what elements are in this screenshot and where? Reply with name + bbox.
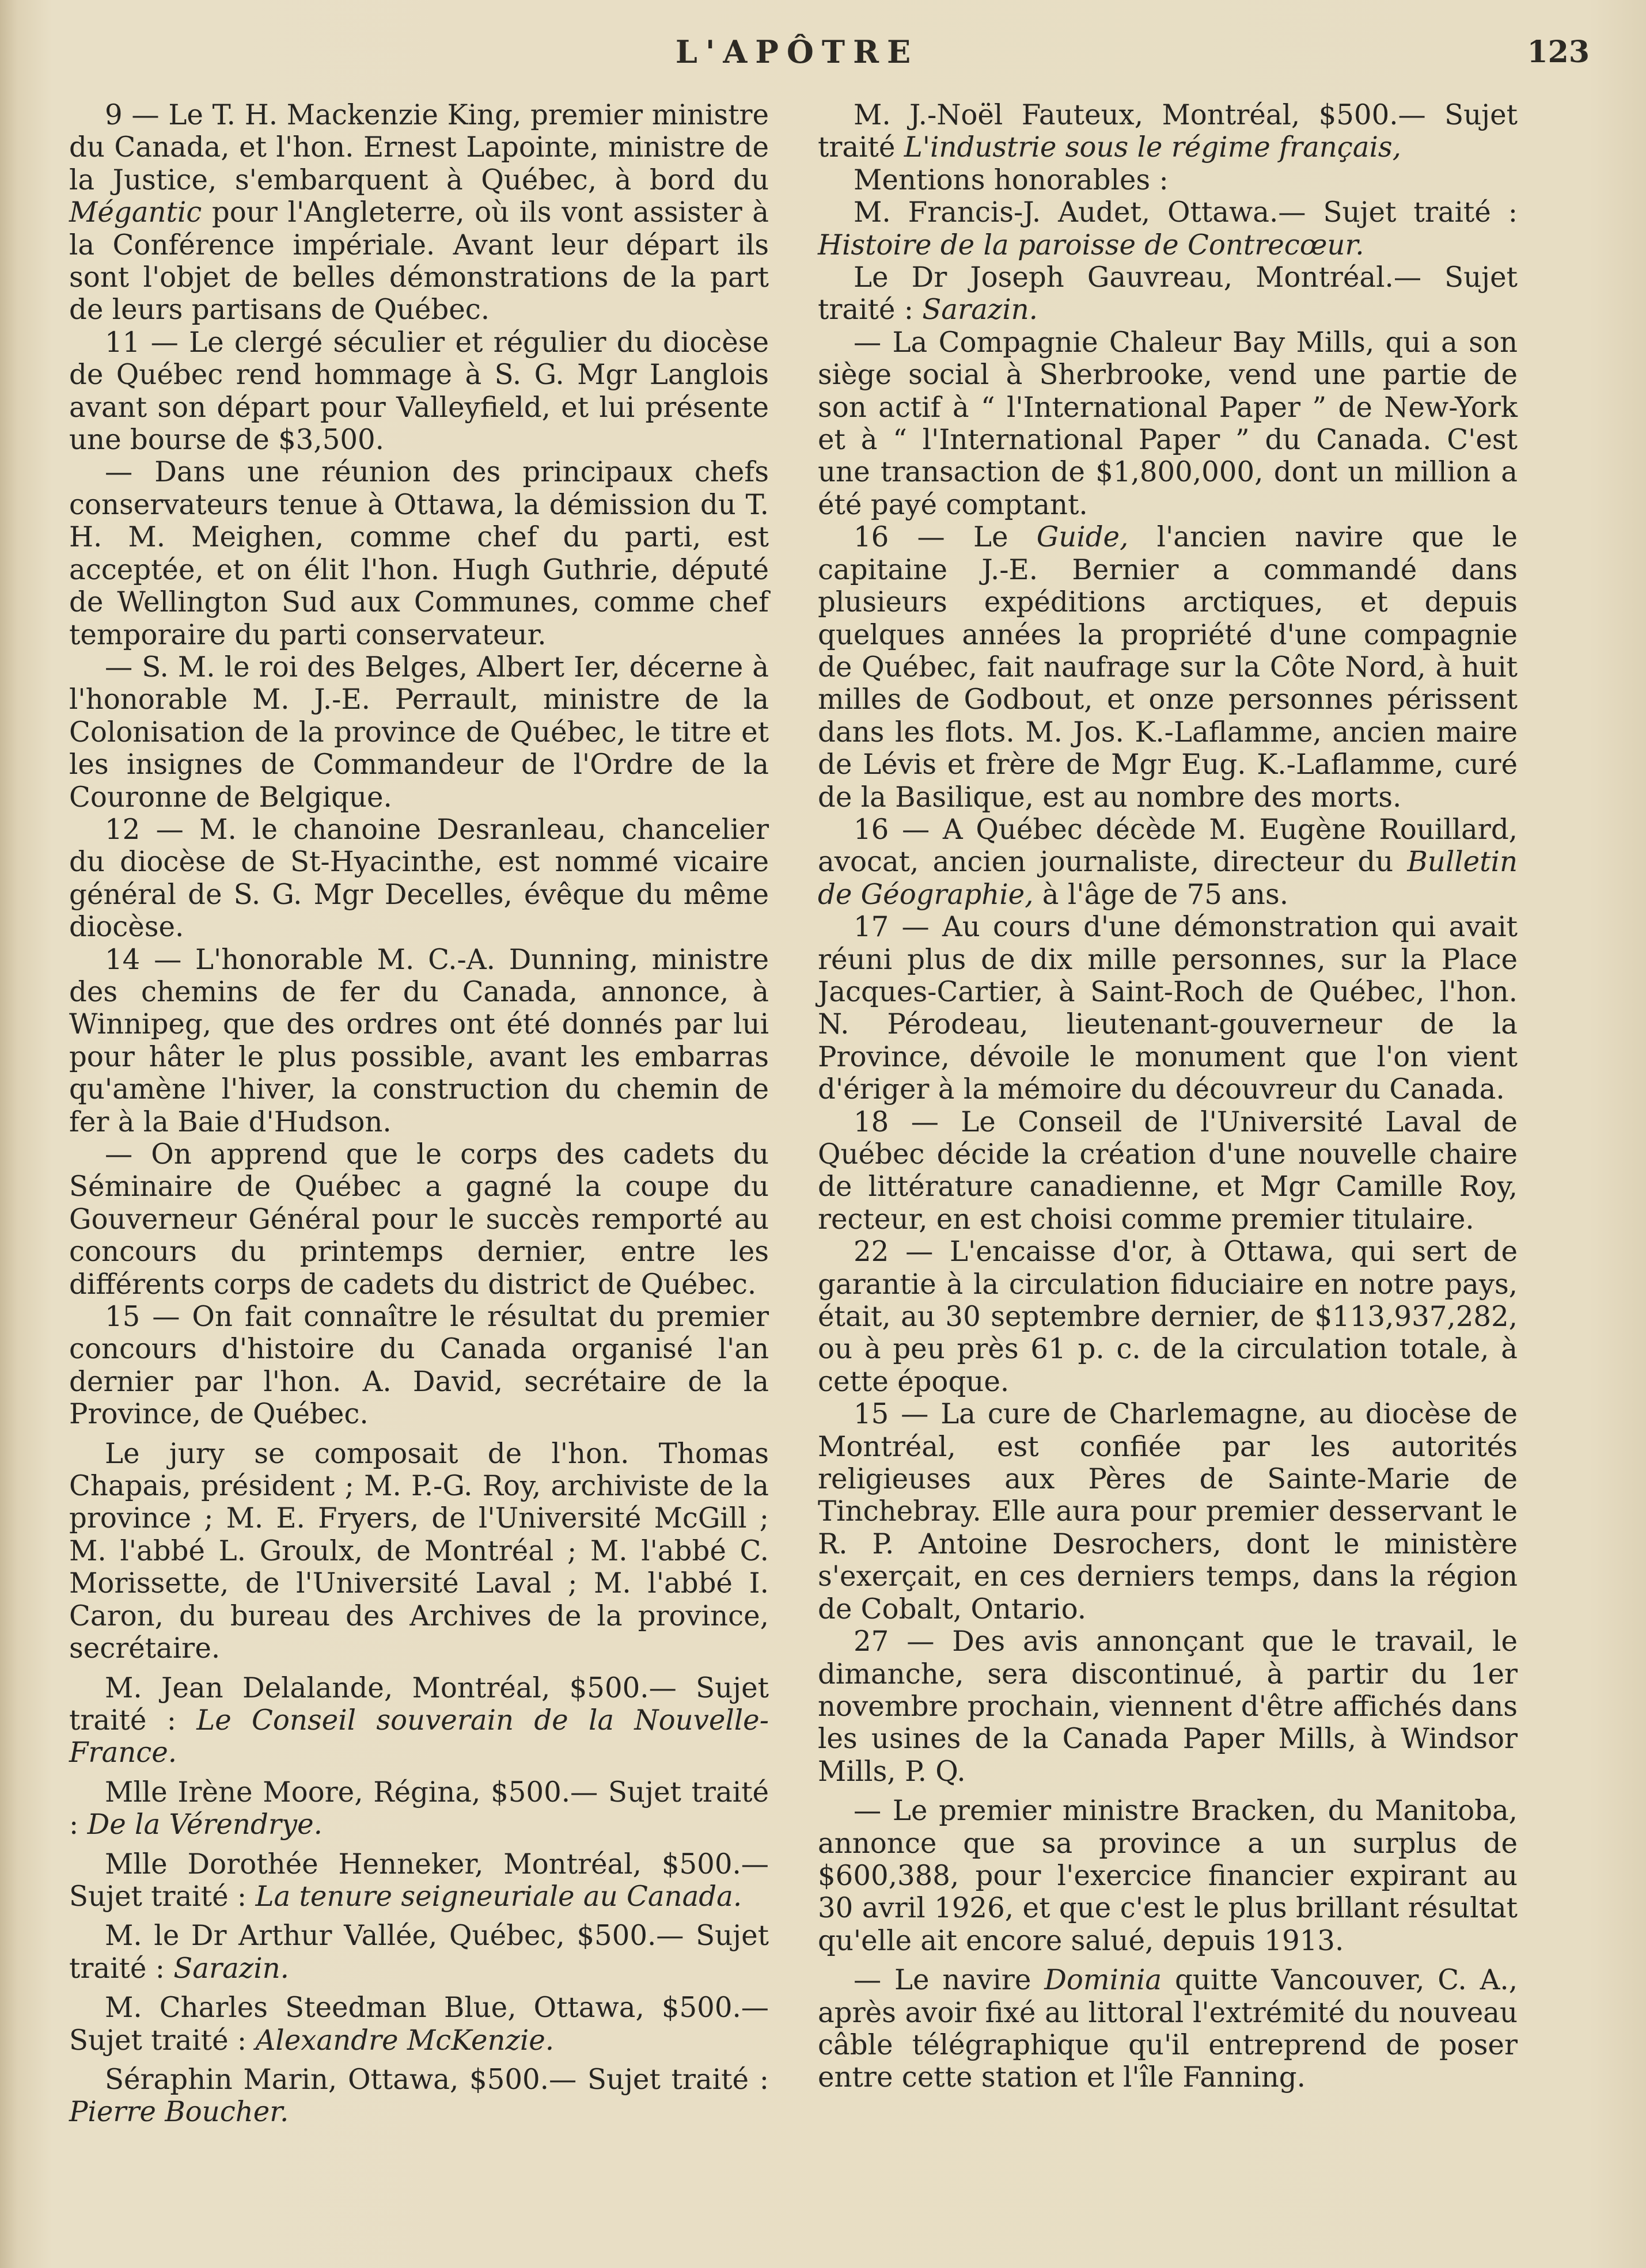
italic-title: Guide, xyxy=(1036,521,1129,554)
italic-title: Bulletin de Géographie, xyxy=(818,846,1518,911)
text-run: — Le premier ministre Bracken, du Manitoba, annonce que sa province a un surplus de $600,388, pour l'exercice financier expirant au 30 avril 1926, et que c'est le plus brillant résultat qu'elle ait encore salué, depuis 1913. xyxy=(818,1795,1518,1957)
text-run: M. Francis-J. Audet, Ottawa.— Sujet traité : xyxy=(854,196,1518,229)
text-run: — S. M. le roi des Belges, Albert Ier, décerne à l'honorable M. J.-E. Perrault, ministre de la Colonisation de la province de Québec, le titre et les insignes de Commandeur de l'Ordre de la Couronne de Belgique. xyxy=(69,651,769,814)
italic-title: La tenure seigneuriale au Canada. xyxy=(255,1880,742,1913)
paragraph xyxy=(69,1438,769,1665)
text-run: pour l'Angleterre, où ils vont assister à la Conférence impériale. Avant leur départ ils sont l'objet de belles démonstrations de la part de leurs partisans de Québec. xyxy=(69,196,769,326)
paragraph xyxy=(69,1301,769,1431)
italic-title: Mégantic xyxy=(69,196,202,229)
text-run: Mentions honorables : xyxy=(854,164,1169,196)
text-run: à l'âge de 75 ans. xyxy=(1033,878,1289,911)
paragraph xyxy=(818,1236,1518,1398)
paragraph xyxy=(818,911,1518,1105)
italic-title: Histoire de la paroisse de Contrecœur. xyxy=(818,229,1364,261)
text-run: 27 — Des avis annonçant que le travail, le dimanche, sera discontinué, à partir du 1er novembre prochain, viennent d'être affichés dans les usines de la Canada Paper Mills, à Windsor Mills, P. Q. xyxy=(818,1625,1518,1788)
text-run: M. le Dr Arthur Vallée, Québec, $500.— Sujet traité : xyxy=(69,1920,769,1985)
paragraph xyxy=(69,1672,769,1769)
page-number: 123 xyxy=(1527,35,1590,70)
italic-title: De la Vérendrye. xyxy=(87,1809,323,1841)
paragraph xyxy=(69,944,769,1138)
paragraph xyxy=(69,2064,769,2129)
text-run: 16 — Le xyxy=(854,521,1037,554)
right-column xyxy=(818,99,1518,2094)
paragraph xyxy=(818,814,1518,911)
text-run: M. Charles Steedman Blue, Ottawa, $500.— Sujet traité : xyxy=(69,1992,769,2057)
text-run: 17 — Au cours d'une démonstration qui avait réuni plus de dix mille personnes, sur la Place Jacques-Cartier, à Saint-Roch de Québec, l'hon. N. Pérodeau, lieutenant-gouverneur de la Province, dévoile le monument que l'on vient d'ériger à la mémoire du découvreur du Canada. xyxy=(818,911,1518,1106)
text-run: 22 — L'encaisse d'or, à Ottawa, qui sert de garantie à la circulation fiduciaire en notre pays, était, au 30 septembre dernier, de $113,937,282, ou à peu près 61 p. c. de la circulation totale, à cette époque. xyxy=(818,1236,1518,1398)
paragraph xyxy=(818,261,1518,326)
italic-title: Le Conseil souverain de la Nouvelle-France. xyxy=(69,1704,769,1769)
text-run: Mlle Irène Moore, Régina, $500.— Sujet traité : xyxy=(69,1776,769,1841)
text-run: 15 — La cure de Charlemagne, au diocèse de Montréal, est confiée par les autorités religieuses aux Pères de Sainte-Marie de Tinchebray. Elle aura pour premier desservant le R. P. Antoine Desrochers, dont le ministère s'exerçait, en ces derniers temps, dans la région de Cobalt, Ontario. xyxy=(818,1398,1518,1625)
text-run: 16 — A Québec décède M. Eugène Rouillard, avocat, ancien journaliste, directeur du xyxy=(818,813,1518,879)
paragraph xyxy=(818,1964,1518,2094)
paragraph xyxy=(69,814,769,944)
text-run: — Dans une réunion des principaux chefs conservateurs tenue à Ottawa, la démission du T. H. M. Meighen, comme chef du parti, est acceptée, et on élit l'hon. Hugh Guthrie, député de Wellington Sud aux Communes, comme chef temporaire du parti conservateur. xyxy=(69,456,769,651)
paragraph xyxy=(818,164,1518,196)
text-run: l'ancien navire que le capitaine J.-E. Bernier a commandé dans plusieurs expéditions arctiques, et depuis quelques années la propriété d'une compagnie de Québec, fait naufrage sur la Côte Nord, à huit milles de Godbout, et onze personnes périssent dans les flots. M. Jos. K.-Laflamme, ancien maire de Lévis et frère de Mgr Eug. K.-Laflamme, curé de la Basilique, est au nombre des morts. xyxy=(818,521,1518,814)
paragraph xyxy=(69,456,769,651)
text-run: 15 — On fait connaître le résultat du premier concours d'histoire du Canada organisé l'an dernier par l'hon. A. David, secrétaire de la Province, de Québec. xyxy=(69,1301,769,1431)
paragraph xyxy=(69,1920,769,1985)
text-run: quitte Vancouver, C. A., après avoir fixé au littoral l'extrémité du nouveau câble télégraphique qu'il entreprend de poser entre cette station et l'île Fanning. xyxy=(818,1964,1518,2094)
paragraph xyxy=(818,326,1518,521)
paragraph xyxy=(818,1106,1518,1236)
paragraph xyxy=(69,99,769,326)
paragraph xyxy=(69,651,769,814)
text-run: Le jury se composait de l'hon. Thomas Chapais, président ; M. P.-G. Roy, archiviste de la province ; M. E. Fryers, de l'Université McGill ; M. l'abbé L. Groulx, de Montréal ; M. l'abbé C. Morissette, de l'Université Laval ; M. l'abbé I. Caron, du bureau des Archives de la province, secrétaire. xyxy=(69,1437,769,1665)
text-run: M. Jean Delalande, Montréal, $500.— Sujet traité : xyxy=(69,1671,769,1737)
text-run: Mlle Dorothée Henneker, Montréal, $500.— Sujet traité : xyxy=(69,1848,769,1913)
italic-title: L'industrie sous le régime français, xyxy=(904,131,1401,164)
text-run: 9 — Le T. H. Mackenzie King, premier ministre du Canada, et l'hon. Ernest Lapointe, ministre de la Justice, s'embarquent à Québec, à bord du xyxy=(69,99,769,196)
paragraph xyxy=(69,1992,769,2057)
paragraph xyxy=(69,1848,769,1913)
paragraph xyxy=(69,1776,769,1841)
italic-title: Pierre Boucher. xyxy=(69,2096,289,2129)
text-run: M. J.-Noël Fauteux, Montréal, $500.— Sujet traité xyxy=(818,99,1518,164)
italic-title: Alexandre McKenzie. xyxy=(255,2024,555,2057)
left-column xyxy=(69,99,769,2129)
text-run: 11 — Le clergé séculier et régulier du diocèse de Québec rend hommage à S. G. Mgr Langlois avant son départ pour Valleyfield, et lui présente une bourse de $3,500. xyxy=(69,326,769,457)
italic-title: Sarazin. xyxy=(173,1952,289,1985)
text-run: — On apprend que le corps des cadets du Séminaire de Québec a gagné la coupe du Gouverneur Général pour le succès remporté au concours du printemps dernier, entre les différents corps de cadets du district de Québec. xyxy=(69,1138,769,1301)
paragraph xyxy=(818,196,1518,261)
text-run: 12 — M. le chanoine Desranleau, chancelier du diocèse de St-Hyacinthe, est nommé vicaire général de S. G. Mgr Decelles, évêque du même diocèse. xyxy=(69,813,769,944)
text-run: 14 — L'honorable M. C.-A. Dunning, ministre des chemins de fer du Canada, annonce, à Winnipeg, que des ordres ont été donnés par lui pour hâter le plus possible, avant les embarras qu'amène l'hiver, la construction du chemin de fer à la Baie d'Hudson. xyxy=(69,943,769,1138)
text-run: Séraphin Marin, Ottawa, $500.— Sujet traité : xyxy=(105,2063,769,2096)
italic-title: Sarazin. xyxy=(922,294,1038,326)
text-run: — La Compagnie Chaleur Bay Mills, qui a son siège social à Sherbrooke, vend une partie de son actif à “ l'International Paper ” de New-York et à “ l'International Paper ” du Canada. C'est une transaction de $1,800,000, dont un million a été payé comptant. xyxy=(818,326,1518,521)
paragraph xyxy=(818,521,1518,814)
paragraph xyxy=(818,1795,1518,1957)
text-run: 18 — Le Conseil de l'Université Laval de Québec décide la création d'une nouvelle chaire de littérature canadienne, et Mgr Camille Roy, recteur, en est choisi comme premier titulaire. xyxy=(818,1105,1518,1236)
paragraph xyxy=(69,1138,769,1301)
paragraph xyxy=(69,326,769,457)
italic-title: Dominia xyxy=(1044,1964,1162,1997)
running-head xyxy=(68,33,1590,79)
paragraph xyxy=(818,1398,1518,1625)
paragraph xyxy=(818,1625,1518,1788)
text-run: — Le navire xyxy=(854,1964,1045,1997)
text-run: Le Dr Joseph Gauvreau, Montréal.— Sujet traité : xyxy=(818,261,1518,326)
paragraph xyxy=(818,99,1518,164)
running-title: L'APÔTRE xyxy=(675,33,919,70)
